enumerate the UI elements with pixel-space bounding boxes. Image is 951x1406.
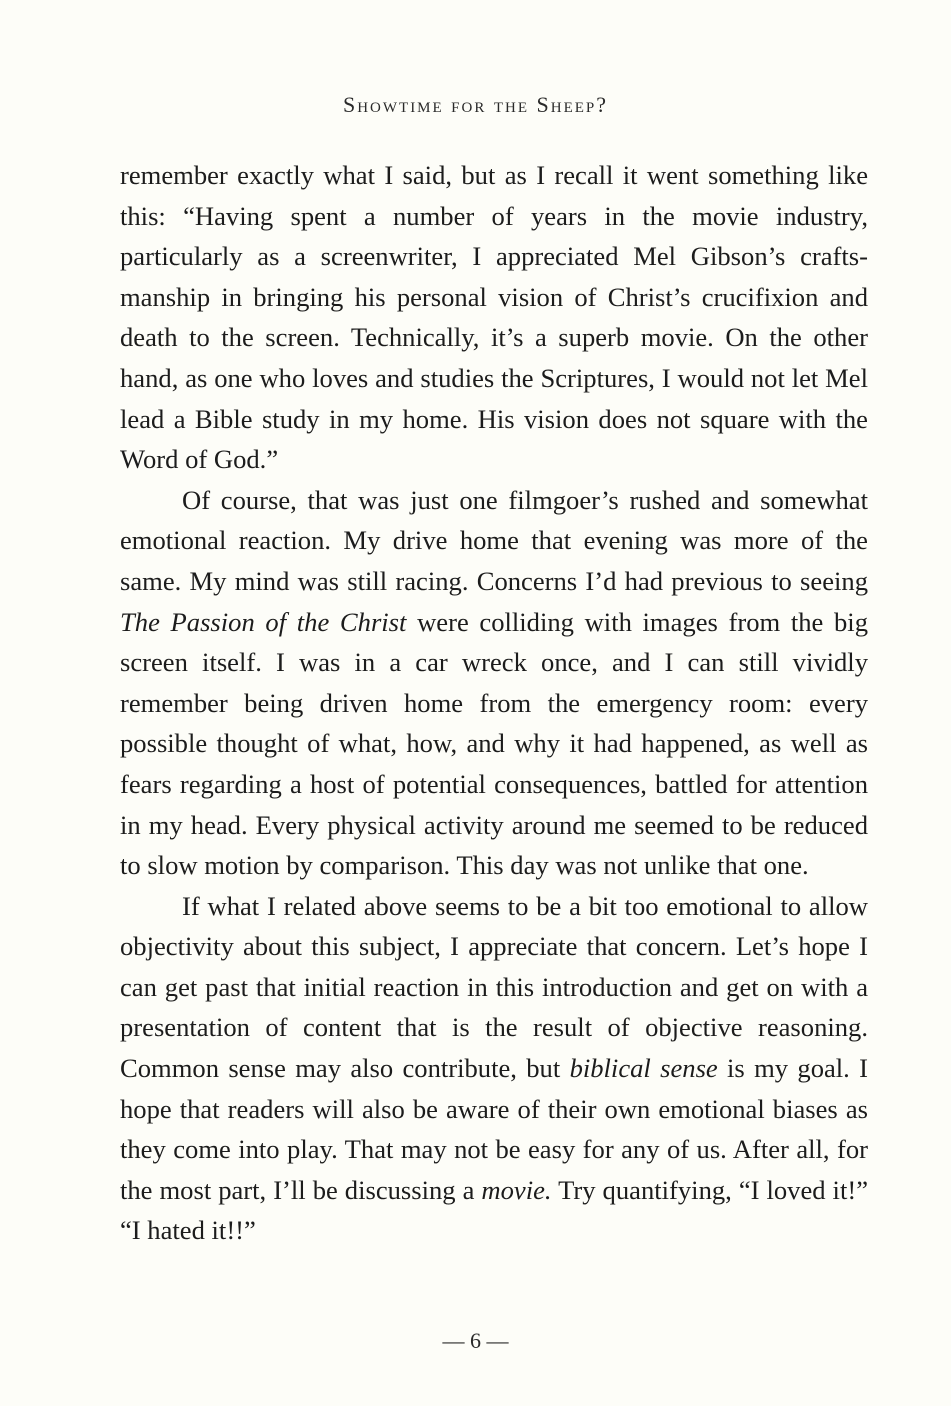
paragraph-text: If what I related above seems to be a bit too emotional to allow objectivity about this subject, I appreciate that concern. Let’s hope I can get past that initial reaction in this introduction and get on with a presentation of content that is the result of objective reasoning. Common sense may also contribute, but: [120, 890, 868, 1084]
paragraph-3: [120, 886, 868, 1251]
page-number: — 6 —: [442, 1328, 509, 1353]
paragraph-text: were colliding with images from the big screen itself. I was in a car wreck once, and I can still vividly remember being driven home from the emergency room: every possible thought of what, how, and why it had happened, as well as fears regarding a host of potential consequences, battled for attention in my head. Every physical activity around me seemed to be reduced to slow motion by comparison. This day was not unlike that one.: [120, 606, 868, 881]
paragraph-2: [120, 480, 868, 886]
emphasis-italic: movie.: [481, 1174, 552, 1205]
paragraph-text: remember exactly what I said, but as I recall it went something like this: “Having spent a number of years in the movie industry, particularly as a screenwriter, I appreciated Mel Gibson’s craftsmanship in bringing his personal vision of Christ’s crucifixion and death to the screen. Technically, it’s a superb movie. On the other hand, as one who loves and studies the Scriptures, I would not let Mel lead a Bible study in my home. His vision does not square with the Word of God.”: [120, 160, 868, 475]
running-head: Showtime for the Sheep?: [342, 92, 609, 117]
emphasis-italic: biblical sense: [569, 1053, 718, 1084]
body-text: [120, 155, 868, 1251]
paragraph-text: is my goal. I hope that readers will also be aware of their own emotional biases as they come into play. That may not be easy for any of us. After all, for the most part, I’ll be discussing a: [120, 1053, 868, 1205]
paragraph-text: Of course, that was just one filmgoer’s rushed and somewhat emotional reaction. My drive home that evening was more of the same. My mind was still racing. Concerns I’d had previous to seeing: [120, 484, 868, 596]
paragraph-1: [120, 155, 868, 480]
film-title-italic: The Passion of the Christ: [120, 606, 407, 637]
paragraph-text: Try quantifying, “I loved it!” “I hated it!!”: [120, 1174, 868, 1246]
